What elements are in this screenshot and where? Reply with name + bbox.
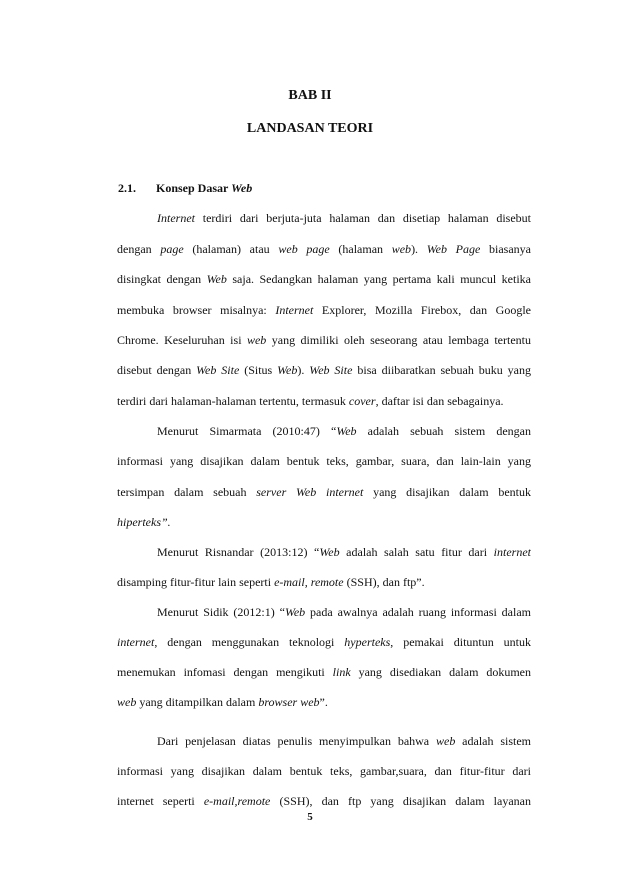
text-run: Chrome. Keseluruhan isi (117, 333, 247, 347)
text-run: , dengan menggunakan teknologi (154, 635, 345, 649)
text-run: disingkat dengan (117, 272, 207, 286)
text-line (157, 210, 531, 226)
text-run: (halaman (329, 242, 392, 256)
section-number: 2.1. (118, 181, 136, 195)
italic-term: web (246, 333, 267, 347)
text-line (157, 733, 531, 749)
text-run: tersimpan dalam sebuah (117, 485, 257, 499)
text-run: saja. Sedangkan halaman yang pertama kali muncul ketika (226, 272, 531, 286)
text-run: adalah salah satu fitur dari (339, 545, 494, 559)
italic-term: e-mail,remote (203, 794, 271, 808)
chapter-heading: BAB II (288, 88, 332, 103)
text-run: informasi yang disajikan dalam bentuk teks, gambar,suara, dan fitur-fitur dari (117, 764, 531, 778)
text-run: adalah sebuah sistem dengan (356, 424, 531, 438)
text-line (117, 574, 531, 590)
italic-term: Web Page (426, 242, 481, 256)
text-run: yang dimiliki oleh seseorang atau lembaga tertentu (266, 333, 531, 347)
italic-term: web (117, 695, 137, 709)
text-run: terdiri dari berjuta-juta halaman dan disetiap halaman disebut (195, 211, 531, 225)
text-run: bisa diibaratkan sebuah buku yang (352, 363, 531, 377)
text-run: menemukan infomasi dengan mengikuti (117, 665, 333, 679)
italic-term: web (391, 242, 412, 256)
text-line (117, 453, 531, 469)
italic-term: server Web internet (256, 485, 364, 499)
text-line (117, 393, 531, 409)
text-line (117, 302, 531, 318)
page-number: 5 (307, 811, 313, 823)
italic-term: hyperteks (344, 635, 391, 649)
italic-term: link (332, 665, 351, 679)
text-run: internet seperti (117, 794, 204, 808)
italic-term: Web (319, 545, 340, 559)
italic-term: internet (117, 635, 155, 649)
chapter-title: LANDASAN TEORI (246, 121, 374, 136)
text-run: adalah sistem (455, 734, 531, 748)
text-run: (halaman) atau (183, 242, 279, 256)
italic-term: internet (493, 545, 531, 559)
text-line (117, 763, 531, 779)
text-run: (Situs (239, 363, 278, 377)
italic-term: e-mail, remote (274, 575, 344, 589)
text-run: Menurut Simarmata (2010:47) “ (157, 424, 337, 438)
text-run: membuka browser misalnya: (117, 303, 276, 317)
text-run: Explorer, Mozilla Firebox, dan Google (313, 303, 531, 317)
text-line (117, 514, 531, 530)
text-line (157, 544, 531, 560)
italic-term: web (435, 734, 456, 748)
italic-term: Web (336, 424, 357, 438)
text-line (157, 604, 531, 620)
italic-term: hiperteks”. (117, 515, 171, 529)
text-run: Dari penjelasan diatas penulis menyimpulkan bahwa (157, 734, 436, 748)
text-line (117, 484, 531, 500)
text-run: , pemakai dituntun untuk (390, 635, 531, 649)
text-run: ). (411, 242, 427, 256)
text-line (117, 241, 531, 257)
italic-term: web page (278, 242, 330, 256)
italic-term: Internet (157, 211, 195, 225)
text-run: yang disediakan dalam dokumen (350, 665, 531, 679)
text-run: ). (297, 363, 310, 377)
italic-term: Web (284, 605, 306, 619)
text-run: Menurut Sidik (2012:1) “ (157, 605, 285, 619)
text-run: , daftar isi dan sebagainya. (375, 394, 504, 408)
text-line (117, 362, 531, 378)
text-run: disamping fitur-fitur lain seperti (117, 575, 275, 589)
section-title: Konsep Dasar (156, 181, 232, 195)
italic-term: Web (206, 272, 227, 286)
text-run: disebut dengan (117, 363, 197, 377)
text-line (157, 423, 531, 439)
text-line (117, 332, 531, 348)
italic-term: Web Site (196, 363, 240, 377)
text-run: yang ditampilkan dalam (136, 695, 259, 709)
text-run: Menurut Risnandar (2013:12) “ (157, 545, 320, 559)
italic-term: Web Site (309, 363, 353, 377)
italic-term: page (160, 242, 184, 256)
text-line (117, 793, 531, 809)
text-line (117, 694, 531, 710)
italic-term: Web (277, 363, 298, 377)
text-run: ”. (319, 695, 328, 709)
text-run: terdiri dari halaman-halaman tertentu, termasuk (117, 394, 349, 408)
text-run: biasanya (480, 242, 531, 256)
text-run: dengan (117, 242, 161, 256)
text-run: informasi yang disajikan dalam bentuk teks, gambar, suara, dan lain-lain yang (117, 454, 531, 468)
text-line (117, 664, 531, 680)
text-line (117, 634, 531, 650)
text-run: (SSH), dan ftp”. (343, 575, 425, 589)
text-line (117, 271, 531, 287)
section-title-italic: Web (231, 181, 253, 195)
italic-term: browser web (258, 695, 320, 709)
text-run: yang disajikan dalam bentuk (363, 485, 531, 499)
section-heading (118, 181, 252, 196)
italic-term: Internet (275, 303, 314, 317)
italic-term: cover (348, 394, 376, 408)
text-run: (SSH), dan ftp yang disajikan dalam layanan (270, 794, 531, 808)
text-run: pada awalnya adalah ruang informasi dalam (305, 605, 531, 619)
